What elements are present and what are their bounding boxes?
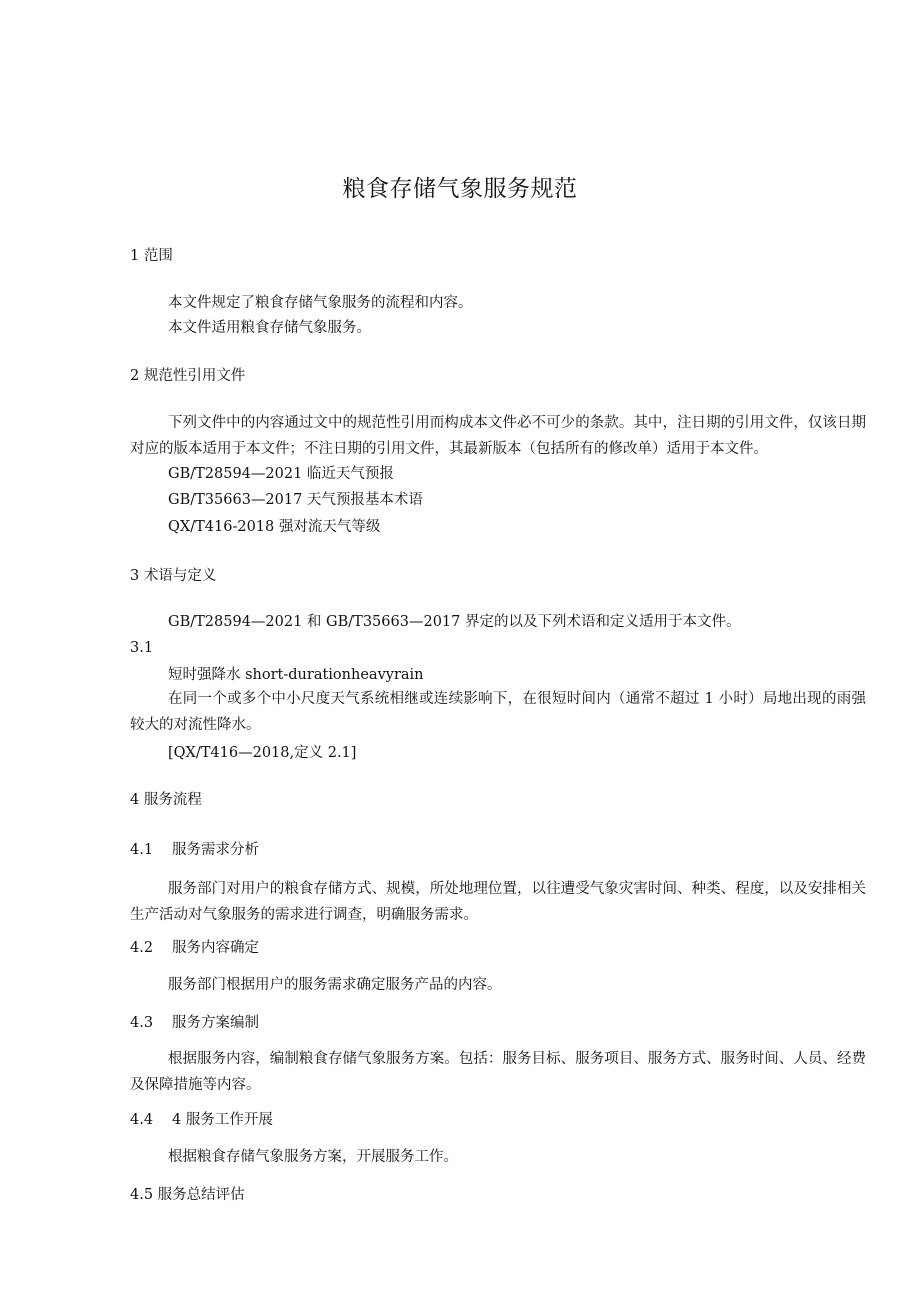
- section-1-paragraph-1: 本文件规定了粮食存储气象服务的流程和内容。: [168, 295, 473, 311]
- subsection-4-4-heading: [130, 1110, 273, 1130]
- term-source: [QX/T416—2018,定义 2.1]: [168, 745, 357, 761]
- term-number: 3.1: [130, 640, 154, 656]
- subsection-title: 4 服务工作开展: [172, 1112, 273, 1128]
- term-name: 短时强降水 short-durationheavyrain: [168, 667, 424, 683]
- section-2-heading: 2 规范性引用文件: [130, 368, 246, 384]
- subsection-4-3-heading: [130, 1013, 259, 1033]
- section-1-heading: 1 范围: [130, 248, 173, 264]
- subsection-number: 4.4: [130, 1112, 154, 1128]
- subsection-number: 4.1: [130, 842, 154, 858]
- reference-item: GB/T28594—2021 临近天气预报: [168, 466, 394, 482]
- subsection-4-1-text: 服务部门对用户的粮食存储方式、规模，所处地理位置，以往遭受气象灾害时间、种类、程度，以及安排相关生产活动对气象服务的需求进行调查，明确服务需求。: [130, 881, 866, 923]
- section-3-heading: 3 术语与定义: [130, 568, 217, 584]
- subsection-4-2-text: 服务部门根据用户的服务需求确定服务产品的内容。: [168, 977, 502, 993]
- document-title: 粮食存储气象服务规范: [342, 176, 578, 202]
- subsection-title: 服务需求分析: [172, 842, 259, 858]
- reference-item: QX/T416-2018 强对流天气等级: [168, 519, 381, 535]
- subsection-title: 服务方案编制: [172, 1015, 259, 1031]
- section-2-intro: 下列文件中的内容通过文中的规范性引用而构成本文件必不可少的条款。其中，注日期的引用文件，仅该日期对应的版本适用于本文件；不注日期的引用文件，其最新版本（包括所有的修改单）适用于本文件。: [130, 415, 866, 457]
- subsection-4-3-text: 根据服务内容，编制粮食存储气象服务方案。包括：服务目标、服务项目、服务方式、服务时间、人员、经费及保障措施等内容。: [130, 1051, 866, 1093]
- subsection-4-4-text: 根据粮食存储气象服务方案，开展服务工作。: [168, 1149, 458, 1165]
- subsection-number: 4.2: [130, 940, 154, 956]
- subsection-4-1-heading: [130, 840, 259, 860]
- section-3-intro: GB/T28594—2021 和 GB/T35663—2017 界定的以及下列术语和定义适用于本文件。: [168, 614, 741, 630]
- subsection-4-5-heading: 4.5 服务总结评估: [130, 1187, 245, 1203]
- reference-item: GB/T35663—2017 天气预报基本术语: [168, 492, 423, 508]
- subsection-number: 4.3: [130, 1015, 154, 1031]
- subsection-4-2-heading: [130, 938, 259, 958]
- section-1-paragraph-2: 本文件适用粮食存储气象服务。: [168, 320, 371, 336]
- section-4-heading: 4 服务流程: [130, 792, 202, 808]
- subsection-title: 服务内容确定: [172, 940, 259, 956]
- term-definition: 在同一个或多个中小尺度天气系统相继或连续影响下，在很短时间内（通常不超过 1 小时）局地出现的雨强较大的对流性降水。: [130, 691, 866, 733]
